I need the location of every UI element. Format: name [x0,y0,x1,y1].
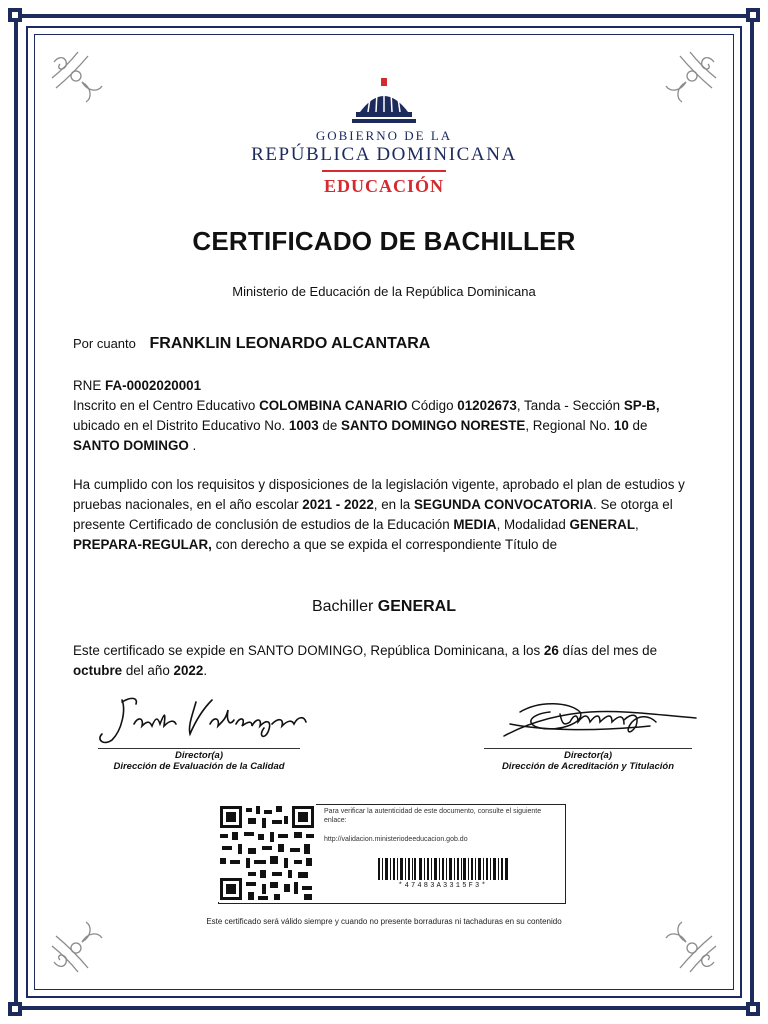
barcode-icon [378,858,508,880]
details-text: . [192,438,197,453]
certificate-title: CERTIFICADO DE BACHILLER [192,226,576,256]
barcode-number: *47483A3315F3* [398,882,488,890]
issue-year: 2022 [173,663,204,678]
regional-name: SANTO DOMINGO [73,438,189,453]
recipient-prefix: Por cuanto [73,336,136,351]
rne-label: RNE [73,378,102,393]
requirements-paragraph [73,475,693,555]
signer-department: Dirección de Evaluación de la Calidad [113,761,285,772]
signer-role: Director(a) [174,750,224,761]
student-details [73,376,693,456]
rne-value: FA-0002020001 [105,378,202,393]
issue-day: 26 [543,643,559,658]
details-text: Inscrito en el Centro Educativo [73,398,256,413]
dome-icon [352,78,416,126]
logo-line-1: GOBIERNO DE LA [315,128,453,143]
degree-prefix: Bachiller [311,598,374,615]
degree-line [0,598,768,616]
education-level: MEDIA [453,517,497,532]
district-name: SANTO DOMINGO NORESTE [341,418,526,433]
requirements-text: , [635,517,639,532]
school-code: 01202673 [457,398,517,413]
details-text: , Tanda - Sección [516,398,621,413]
signer-department: Dirección de Acreditación y Titulación [501,761,675,772]
recipient-name: FRANKLIN LEONARDO ALCANTARA [149,335,431,352]
corner-square-br [746,1002,760,1016]
regional-number: 10 [613,418,629,433]
district-number: 1003 [288,418,319,433]
signature-line-right [484,748,692,749]
qr-code-icon[interactable] [218,804,316,902]
ministry-name: Ministerio de Educación de la República Dominicana [232,284,536,299]
section-value: SP-B, [623,398,660,413]
details-text: de [322,418,338,433]
signature-line-left [98,748,300,749]
logo-line-2: REPÚBLICA DOMINICANA [251,144,517,165]
corner-square-bl [8,1002,22,1016]
degree-name: GENERAL [377,598,457,615]
requirements-text: . Se otorga el presente Certificado de conclusión de estudios de la Educación [73,497,673,532]
corner-ornament-bl-icon [48,918,106,976]
corner-ornament-tl-icon [48,48,106,106]
corner-square-tr [746,8,760,22]
issue-text: Este certificado se expide en SANTO DOMINGO, República Dominicana, a los [73,643,541,658]
signer-role: Director(a) [563,750,613,761]
issue-text: días del mes de [562,643,658,658]
issue-text: . [203,663,208,678]
program-value: PREPARA-REGULAR, [73,537,212,552]
details-text: ubicado en el Distrito Educativo No. [73,418,286,433]
signature-left-label [98,750,300,772]
requirements-text: con derecho a que se expida el correspondiente Título de [215,537,558,552]
convocatoria-value: SEGUNDA CONVOCATORIA [414,497,594,512]
requirements-text: , en la [373,497,411,512]
recipient-line [73,335,430,353]
requirements-text: Ha cumplido con los requisitos y disposiciones de la legislación vigente, aprobado el plan de estudios y pruebas nacionales, en el año escolar [73,477,685,512]
issue-paragraph [73,641,693,681]
corner-square-tl [8,8,22,22]
verification-link[interactable]: http://validacion.ministeriodeeducacion.gob.do [324,836,468,843]
verification-text: Para verificar la autenticidad de este documento, consulte el siguiente enlace: [324,808,542,824]
school-name: COLOMBINA CANARIO [259,398,408,413]
validity-notice: Este certificado será válido siempre y cuando no presente borraduras ni tachaduras en su contenido [206,917,562,926]
issue-month: octubre [73,663,123,678]
logo-line-3: EDUCACIÓN [323,176,444,196]
details-text: Código [411,398,454,413]
issue-text: del año [125,663,170,678]
modality-value: GENERAL [569,517,636,532]
government-logo [234,76,534,198]
signature-right-label [484,750,692,772]
details-text: , Regional No. [525,418,611,433]
corner-ornament-tr-icon [662,48,720,106]
signature-right-icon [500,692,700,748]
signature-left-icon [92,690,322,748]
details-text: de [632,418,648,433]
corner-ornament-br-icon [662,918,720,976]
requirements-text: , Modalidad [496,517,566,532]
logo-divider [322,170,446,172]
school-year: 2021 - 2022 [302,497,374,512]
